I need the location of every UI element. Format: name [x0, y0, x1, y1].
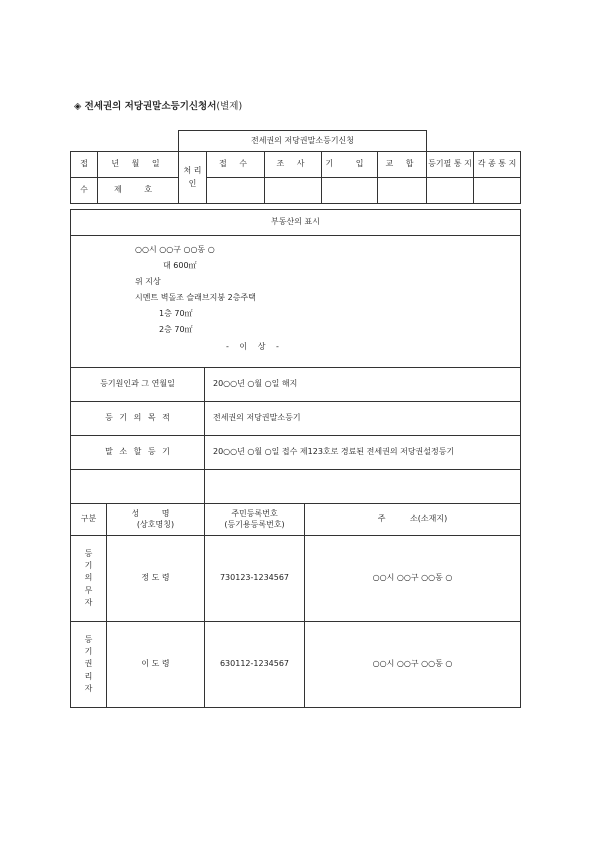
party-name-rightholder: 이 도 령 [107, 622, 205, 708]
reception-header: 전세권의 저당권말소등기신청 [179, 131, 427, 152]
party-address-rightholder: ○○시 ○○구 ○○동 ○ [305, 622, 521, 708]
title-main: ◈ 전세권의 저당권말소등기신청서 [74, 101, 217, 112]
sign-cell-2 [265, 178, 322, 204]
property-description [71, 236, 521, 368]
application-table [70, 209, 521, 708]
header-id-sub: (등기용등록번호) [224, 519, 285, 529]
field-value-cause: 20○○년 ○월 ○일 해지 [205, 368, 521, 402]
header-category: 구분 [71, 504, 107, 536]
field-label-cancel: 말 소 할 등 기 [71, 436, 205, 470]
jeopsu-bottom-cell: 수 [71, 178, 98, 204]
blank-label-cell [71, 470, 205, 504]
header-address: 주 소(소재지) [305, 504, 521, 536]
header-id-main: 주민등록번호 [231, 509, 278, 519]
cheori-label: 처 리 인 [179, 152, 207, 204]
party-role-obligor: 등기의무자 [71, 536, 107, 622]
field-label-cause: 등기원인과 그 연월일 [71, 368, 205, 402]
reception-table [70, 130, 521, 204]
sign-cell-6 [474, 178, 521, 204]
property-address: ○○시 ○○구 ○○동 ○ [135, 245, 215, 254]
col-giip: 기 입 [322, 152, 378, 178]
col-josa: 조 사 [265, 152, 322, 178]
property-building: 시멘트 벽돌조 슬래브지붕 2층주택 [135, 293, 256, 302]
party-role-rightholder: 등기권리자 [71, 622, 107, 708]
header-name-main: 성 명 [131, 509, 180, 519]
property-above: 위 지상 [135, 277, 161, 286]
party-address-obligor: ○○시 ○○구 ○○동 ○ [305, 536, 521, 622]
col-gyohap: 교 합 [378, 152, 427, 178]
sign-cell-1 [207, 178, 265, 204]
col-jeopsu: 접 수 [207, 152, 265, 178]
sign-cell-4 [378, 178, 427, 204]
property-floor1: 1층 70㎡ [159, 309, 193, 318]
col-deunggipil: 등기필 통 지 [427, 152, 474, 178]
document-title [74, 98, 242, 112]
header-name-sub: (상호명칭) [136, 519, 175, 529]
sign-cell-3 [322, 178, 378, 204]
party-name-obligor: 정 도 령 [107, 536, 205, 622]
property-end: - 이 상 - [226, 342, 279, 351]
col-gakjong: 각 종 통 지 [474, 152, 521, 178]
property-header: 부동산의 표시 [71, 210, 521, 236]
field-value-cancel: 20○○년 ○월 ○일 접수 제123호로 경료된 전세권의 저당권설정등기 [205, 436, 521, 470]
party-id-rightholder: 630112-1234567 [205, 622, 305, 708]
field-value-purpose: 전세권의 저당권말소등기 [205, 402, 521, 436]
property-land: 대 600㎡ [163, 261, 197, 270]
header-name [107, 504, 205, 536]
date-label: 년 월 일 [98, 152, 179, 178]
title-sub: (별제) [216, 101, 243, 112]
jeopsu-top-cell: 접 [71, 152, 98, 178]
number-label: 제 호 [98, 178, 179, 204]
header-id [205, 504, 305, 536]
party-id-obligor: 730123-1234567 [205, 536, 305, 622]
blank-value-cell [205, 470, 521, 504]
field-label-purpose: 등 기 의 목 적 [71, 402, 205, 436]
sign-cell-5 [427, 178, 474, 204]
property-floor2: 2층 70㎡ [159, 325, 193, 334]
